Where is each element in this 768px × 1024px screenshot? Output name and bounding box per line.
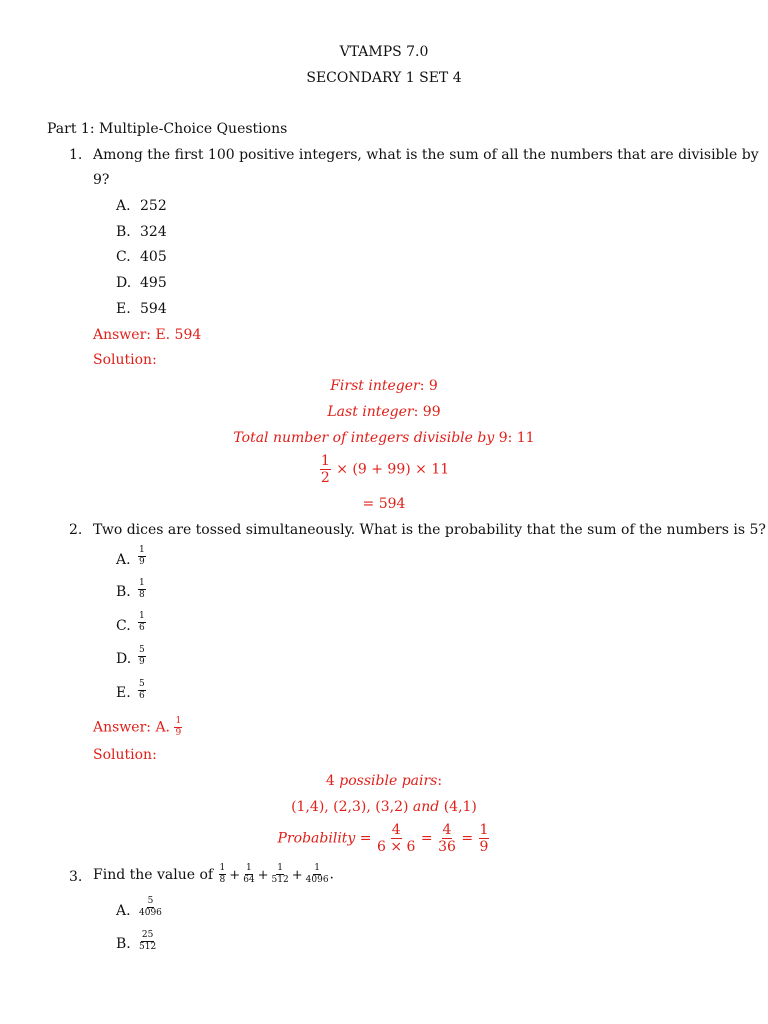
option-fraction <box>137 646 147 667</box>
pairs-count: 4 <box>325 773 335 789</box>
solution-first-value: : 9 <box>419 378 438 394</box>
fraction-numerator: 5 <box>147 896 154 906</box>
option-value: 405 <box>140 249 167 265</box>
fraction-denominator: 36 <box>438 839 456 855</box>
fraction-numerator: 1 <box>139 611 145 621</box>
option-letter: E. <box>116 685 131 701</box>
question-number: 1. <box>69 147 83 163</box>
solution-line <box>0 430 768 446</box>
fraction-numerator: 4 <box>442 822 452 838</box>
fraction <box>219 864 227 885</box>
fraction-numerator: 1 <box>175 716 182 726</box>
probability-label: Probability <box>277 830 356 847</box>
pairs-last: (4,1) <box>443 799 477 815</box>
option-fraction <box>138 897 163 918</box>
fraction-denominator: 4096 <box>305 875 329 885</box>
fraction <box>320 454 331 485</box>
document-subtitle: SECONDARY 1 SET 4 <box>306 70 462 86</box>
option-letter: A. <box>116 903 131 919</box>
solution-label: Solution: <box>93 352 157 368</box>
answer-prefix: Answer: A. <box>93 719 170 736</box>
solution-line <box>0 404 768 420</box>
question-number: 3. <box>69 869 83 885</box>
equals-sign: = <box>359 830 372 847</box>
question-text <box>93 864 334 885</box>
question-text: Two dices are tossed simultaneously. What is the probability that the sum of the numbers is 5? <box>93 522 766 538</box>
option-letter: A. <box>116 552 131 568</box>
fraction-numerator: 25 <box>141 930 154 940</box>
option-value: 252 <box>140 198 167 214</box>
question-text-lead: Find the value of <box>93 866 214 883</box>
solution-expression-rest: × (9 + 99) × 11 <box>331 461 450 478</box>
option-fraction <box>137 546 147 567</box>
equals-sign: = <box>461 830 474 847</box>
fraction-numerator: 1 <box>139 578 145 588</box>
fraction-numerator: 1 <box>219 863 226 873</box>
fraction-numerator: 5 <box>139 645 145 655</box>
fraction-denominator: 6 <box>139 623 145 633</box>
fraction <box>377 823 415 854</box>
question-number: 2. <box>69 522 83 538</box>
fraction-numerator: 1 <box>314 863 320 873</box>
question-text-continued: 9? <box>93 172 110 188</box>
fraction <box>438 823 456 854</box>
fraction-denominator: 9 <box>139 557 145 567</box>
option-letter: D. <box>116 651 132 667</box>
probability-expression <box>0 823 768 854</box>
option-value: 495 <box>140 275 167 291</box>
option-fraction <box>137 680 147 701</box>
option-fraction <box>137 612 147 633</box>
answer-fraction <box>174 717 182 738</box>
fraction-denominator: 512 <box>271 875 289 885</box>
fraction-denominator: 2 <box>320 470 330 486</box>
solution-first-label: First integer <box>330 378 420 394</box>
section-heading: Part 1: Multiple-Choice Questions <box>47 121 288 137</box>
fraction <box>306 864 329 885</box>
fraction-denominator: 9 <box>139 657 145 667</box>
option-fraction <box>137 579 147 600</box>
fraction-numerator: 1 <box>246 863 252 873</box>
fraction <box>479 823 490 854</box>
plus-sign: + <box>291 867 303 883</box>
solution-result: = 594 <box>362 496 406 512</box>
answer-text <box>93 717 183 738</box>
fraction-numerator: 1 <box>277 863 283 873</box>
solution-line <box>0 378 768 394</box>
pairs-colon: : <box>437 773 443 789</box>
solution-total-label: Total number of integers divisible by <box>233 430 495 446</box>
option-letter: B. <box>116 224 131 240</box>
question-end-period: . <box>329 866 334 883</box>
answer-text: Answer: E. 594 <box>93 327 202 343</box>
plus-sign: + <box>229 867 241 883</box>
option-letter: C. <box>116 618 131 634</box>
equals-sign: = <box>420 830 433 847</box>
option-letter: D. <box>116 275 132 291</box>
option-letter: B. <box>116 584 131 600</box>
option-value: 594 <box>140 301 167 317</box>
fraction-numerator: 4 <box>391 822 401 838</box>
document-title: VTAMPS 7.0 <box>339 44 429 60</box>
option-letter: A. <box>116 198 131 214</box>
pairs-list: (1,4), (2,3), (3,2) <box>291 799 409 815</box>
fraction-denominator: 64 <box>243 875 255 885</box>
pairs-and: and <box>412 799 440 815</box>
option-letter: E. <box>116 301 131 317</box>
fraction-denominator: 8 <box>139 590 145 600</box>
option-value: 324 <box>140 224 167 240</box>
fraction-denominator: 512 <box>139 942 157 952</box>
solution-total-value: 9: 11 <box>494 430 535 446</box>
fraction-denominator: 6 <box>139 691 145 701</box>
fraction-denominator: 9 <box>479 839 489 855</box>
fraction-numerator: 1 <box>139 545 145 555</box>
question-text: Among the first 100 positive integers, what is the sum of all the numbers that are divisible by <box>93 147 759 163</box>
fraction <box>243 864 254 885</box>
solution-last-label: Last integer <box>327 404 414 420</box>
option-letter: C. <box>116 249 131 265</box>
fraction-denominator: 8 <box>219 875 226 885</box>
solution-line <box>0 799 768 815</box>
pairs-text: possible pairs <box>339 773 438 789</box>
solution-label: Solution: <box>93 747 157 763</box>
plus-sign: + <box>257 867 269 883</box>
option-fraction <box>138 931 157 952</box>
fraction-numerator: 1 <box>479 822 489 838</box>
solution-line <box>0 773 768 789</box>
fraction-denominator: 6 × 6 <box>376 839 416 855</box>
fraction <box>272 864 289 885</box>
solution-last-value: : 99 <box>413 404 441 420</box>
fraction-numerator: 1 <box>320 453 330 469</box>
option-letter: B. <box>116 936 131 952</box>
fraction-denominator: 4096 <box>139 908 162 918</box>
solution-expression <box>0 454 768 485</box>
fraction-numerator: 5 <box>139 679 145 689</box>
fraction-denominator: 9 <box>175 728 182 738</box>
